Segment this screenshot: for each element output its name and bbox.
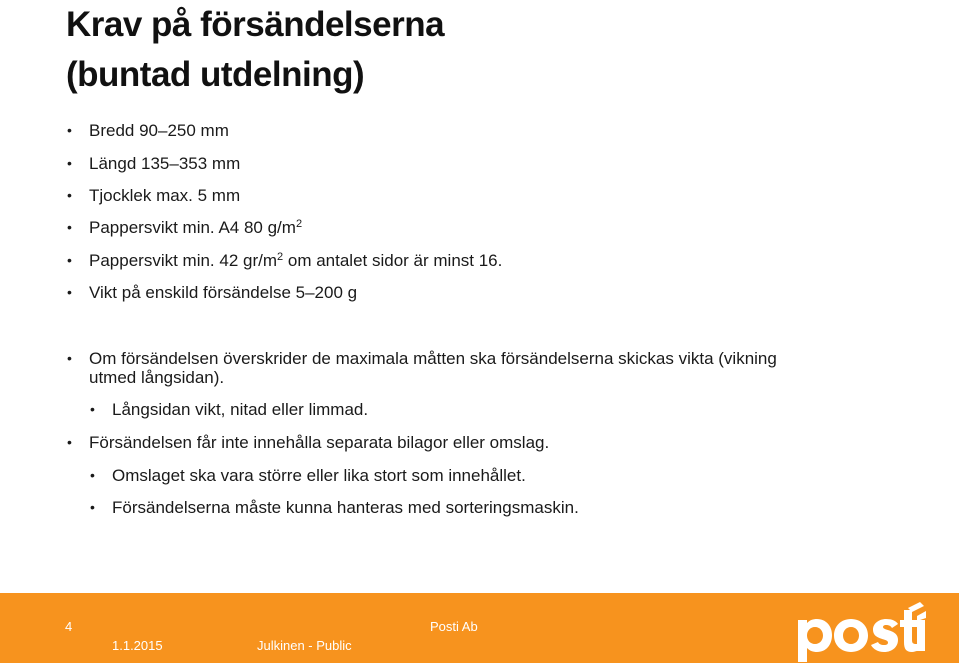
- footer-company: Posti Ab: [430, 619, 478, 634]
- bullet-paper-weight-a4: • Pappersvikt min. A4 80 $g/m^2$: [89, 218, 302, 237]
- title-line-2: (buntad utdelning): [66, 55, 365, 94]
- bullet-oversize-folding: • Om försändelsen överskrider de maximala måtten ska försändelserna skickas vikta (vikning utmed långsidan).: [89, 349, 777, 387]
- bullet-thickness: • Tjocklek max. 5 mm: [89, 186, 240, 205]
- bullet-no-inserts: • Försändelsen får inte innehålla separata bilagor eller omslag.: [89, 433, 549, 452]
- sub-bullet-long-side: • Långsidan vikt, nitad eller limmad.: [112, 400, 368, 419]
- sub-bullet-envelope-size: • Omslaget ska vara större eller lika stort som innehållet.: [112, 466, 526, 485]
- bullet-width: • Bredd 90–250 mm: [89, 121, 229, 140]
- slide-title: [66, 0, 444, 100]
- page-number: 4: [65, 619, 73, 634]
- footer-date: 1.1.2015: [112, 638, 163, 653]
- sub-bullet-sorting-machine: • Försändelserna måste kunna hanteras med sorteringsmaskin.: [112, 498, 579, 517]
- bullet-item-weight: • Vikt på enskild försändelse 5–200 g: [89, 283, 357, 302]
- bullet-length: • Längd 135–353 mm: [89, 154, 240, 173]
- posti-logo: [796, 602, 926, 662]
- title-line-1: Krav på försändelserna: [66, 5, 445, 44]
- bullet-paper-weight-min: • Pappersvikt min. 42 $gr/m^2$ om antalet sidor är minst 16.: [89, 251, 502, 270]
- footer-classification: Julkinen - Public: [257, 638, 352, 653]
